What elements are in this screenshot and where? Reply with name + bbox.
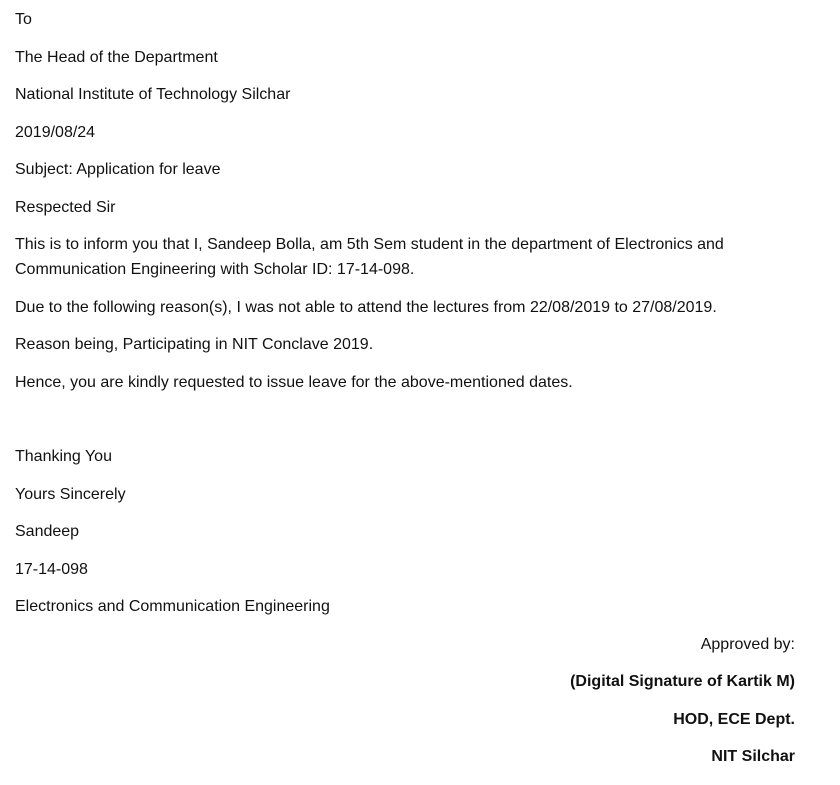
salutation: Respected Sir	[15, 198, 116, 216]
subject-line: Subject: Application for leave	[15, 161, 221, 178]
sender-scholar-id: 17-14-098	[15, 560, 88, 578]
body-paragraph-intro: This is to inform you that I, Sandeep Bolla, am 5th Sem student in the department of Electronics and Communication Engineering with Scholar ID: 17-14-098.	[15, 236, 724, 278]
approval-label: Approved by:	[700, 635, 795, 653]
sender-name: Sandeep	[15, 523, 80, 540]
blank-spacer	[15, 407, 805, 444]
approver-designation: HOD, ECE Dept.	[673, 710, 795, 728]
leave-application-letter	[15, 7, 805, 782]
sign-off: Yours Sincerely	[15, 485, 126, 503]
thanking-line: Thanking You	[15, 448, 112, 465]
recipient-title: The Head of the Department	[15, 48, 218, 66]
letter-date: 2019/08/24	[15, 123, 96, 141]
approval-signature: (Digital Signature of Kartik M)	[570, 673, 795, 690]
sender-department: Electronics and Communication Engineering	[15, 598, 330, 615]
body-paragraph-reason: Reason being, Participating in NIT Conclave 2019.	[15, 336, 374, 353]
approver-institute: NIT Silchar	[711, 748, 795, 765]
institution-name: National Institute of Technology Silchar	[15, 86, 291, 103]
to-line: To	[15, 11, 32, 28]
body-paragraph-request: Hence, you are kindly requested to issue leave for the above-mentioned dates.	[15, 373, 573, 391]
body-paragraph-dates: Due to the following reason(s), I was not able to attend the lectures from 22/08/2019 to 27/08/2019.	[15, 298, 717, 316]
